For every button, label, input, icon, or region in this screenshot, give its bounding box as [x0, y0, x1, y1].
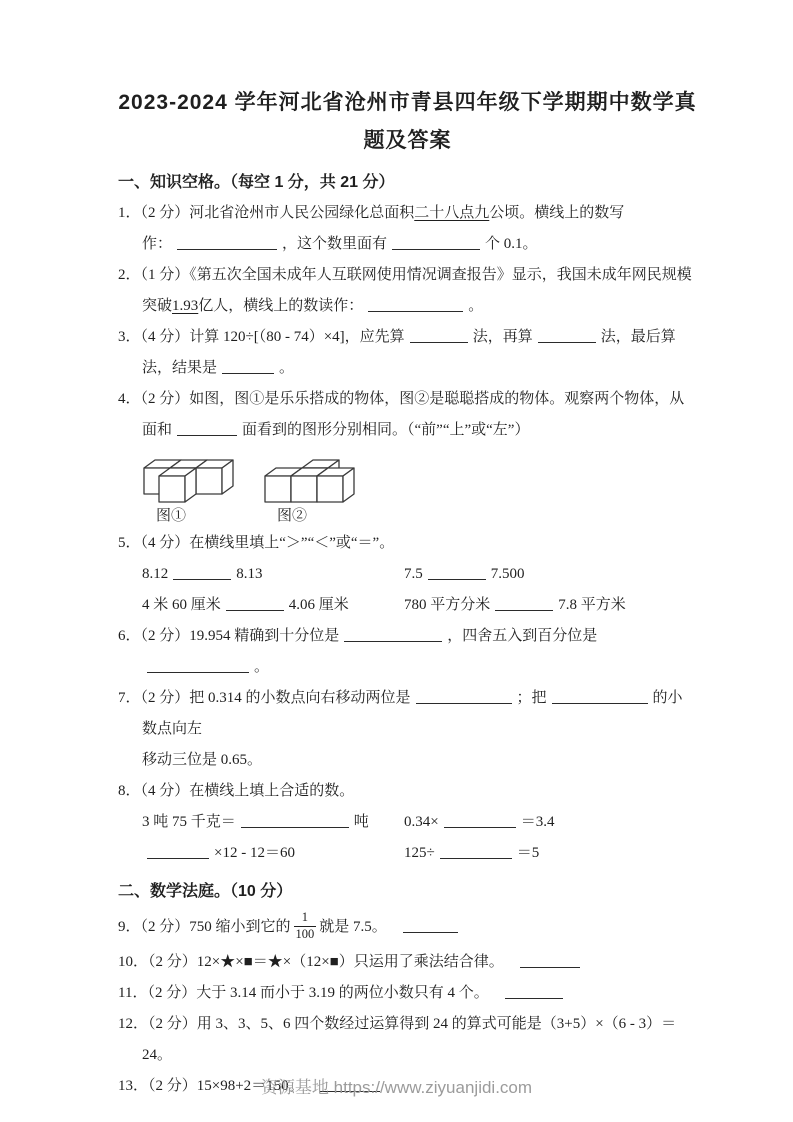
- question-9: [118, 907, 697, 947]
- question-8-heading: [118, 776, 697, 807]
- question-3: [118, 322, 697, 384]
- question-text: 10．（2 分）12×★×■＝★×（12×■）只运用了乘法结合律。: [118, 954, 504, 970]
- answer-blank: [177, 237, 277, 250]
- question-12: [118, 1009, 697, 1071]
- fill-item: [404, 838, 697, 869]
- answer-blank: [505, 986, 563, 999]
- cube-figure-2: [263, 450, 358, 526]
- answer-blank: [173, 567, 231, 580]
- answer-blank: [444, 815, 516, 828]
- question-2: [118, 260, 697, 322]
- compare-left: 780 平方分米: [404, 597, 491, 613]
- question-text: 4．（2 分）如图，图①是乐乐搭成的物体，图②是聪聪搭成的物体。观察两个物体，从: [118, 391, 685, 407]
- answer-blank: [416, 691, 512, 704]
- question-text: 法，最后算: [600, 329, 676, 345]
- cube-diagram-1-icon: [142, 450, 237, 506]
- figure-1-label: 图①: [156, 508, 187, 524]
- question-4: [118, 384, 697, 446]
- question-text: 8．（4 分）在横线上填上合适的数。: [118, 783, 355, 799]
- compare-item: [404, 590, 697, 621]
- question-text: 。: [279, 360, 295, 376]
- answer-blank: [392, 237, 480, 250]
- question-text: 法，再算: [472, 329, 533, 345]
- question-text: 法，结果是: [142, 360, 218, 376]
- underlined-value: 1.93: [172, 298, 199, 314]
- answer-blank: [147, 660, 249, 673]
- compare-left: 4 米 60 厘米: [142, 597, 221, 613]
- question-text: 面看到的图形分别相同。（“前”“上”或“左”）: [242, 422, 530, 438]
- answer-blank: [241, 815, 349, 828]
- section-2-heading: 二、数学法庭。（10 分）: [118, 883, 293, 900]
- question-text: 亿人，横线上的数读作：: [198, 298, 364, 314]
- question-text: 12．（2 分）用 3、3、5、6 四个数经过运算得到 24 的算式可能是（3+5）×（6 - 3）＝24。: [118, 1016, 677, 1063]
- fill-item: [142, 807, 404, 838]
- fill-right: ＝5: [516, 845, 540, 861]
- question-text: 移动三位是 0.65。: [142, 752, 263, 768]
- answer-blank: [147, 846, 209, 859]
- question-8-row-2: [118, 838, 697, 869]
- question-text: 3．（4 分）计算 120÷[（80 - 74）×4]，应先算: [118, 329, 405, 345]
- question-text: ；把: [516, 690, 547, 706]
- question-7: [118, 683, 697, 776]
- question-text: 面和: [142, 422, 173, 438]
- compare-left: 8.12: [142, 566, 169, 582]
- question-5-heading: [118, 528, 697, 559]
- document-title: [118, 84, 697, 160]
- question-11: [118, 978, 697, 1009]
- fraction-numerator: 1: [294, 910, 317, 927]
- question-text: 。: [254, 659, 270, 675]
- question-text: 公顷。横线上的数写: [489, 205, 625, 221]
- cube-diagram-2-icon: [263, 450, 358, 506]
- question-text: 2．（1 分）《第五次全国未成年人互联网使用情况调查报告》显示，我国未成年网民规模: [118, 267, 692, 283]
- question-text: 5．（4 分）在横线里填上“＞”“＜”或“＝”。: [118, 535, 395, 551]
- question-5-row-1: [118, 559, 697, 590]
- document-title-line1: 2023-2024 学年河北省沧州市青县四年级下学期期中数学真: [118, 91, 697, 114]
- fill-item: [142, 838, 404, 869]
- answer-blank: [368, 299, 463, 312]
- question-6: [118, 621, 697, 683]
- answer-blank: [538, 330, 596, 343]
- fill-left: 3 吨 75 千克＝: [142, 814, 236, 830]
- question-1: [118, 198, 697, 260]
- answer-blank: [520, 955, 580, 968]
- answer-blank: [226, 598, 284, 611]
- question-text: 个 0.1。: [485, 236, 538, 252]
- answer-blank: [440, 846, 512, 859]
- fraction: [294, 910, 317, 942]
- compare-left: 7.5: [404, 566, 423, 582]
- underlined-value: 二十八点九: [414, 205, 490, 221]
- fill-right: ×12 - 12＝60: [214, 845, 295, 861]
- fill-right: ＝3.4: [520, 814, 555, 830]
- answer-blank: [344, 629, 442, 642]
- fill-left: 0.34×: [404, 814, 439, 830]
- answer-blank: [428, 567, 486, 580]
- document-title-line2: 题及答案: [363, 129, 452, 152]
- compare-item: [142, 590, 404, 621]
- watermark-text: 资源基地 https://www.ziyuanjidi.com: [260, 1078, 533, 1097]
- question-text: 。: [468, 298, 484, 314]
- question-text: 6．（2 分）19.954 精确到十分位是: [118, 628, 340, 644]
- answer-blank: [495, 598, 553, 611]
- answer-blank: [177, 423, 237, 436]
- question-text: 作：: [142, 236, 173, 252]
- question-text: 11．（2 分）大于 3.14 而小于 3.19 的两位小数只有 4 个。: [118, 985, 489, 1001]
- compare-right: 7.500: [490, 566, 525, 582]
- cube-figure-1: [142, 450, 237, 526]
- question-text: 的小数点向左: [142, 690, 683, 737]
- answer-blank: [222, 361, 274, 374]
- figure-2-label: 图②: [277, 508, 308, 524]
- fill-right: 吨: [353, 814, 369, 830]
- answer-blank: [410, 330, 468, 343]
- question-10: [118, 947, 697, 978]
- compare-right: 7.8 平方米: [558, 597, 626, 613]
- fill-item: [404, 807, 697, 838]
- watermark-footer: [0, 1073, 793, 1098]
- question-text: 突破: [142, 298, 173, 314]
- compare-right: 4.06 厘米: [288, 597, 349, 613]
- fill-left: 125÷: [404, 845, 435, 861]
- question-text: 就是 7.5。: [319, 919, 387, 935]
- question-text: 9．（2 分）750 缩小到它的: [118, 919, 291, 935]
- section-1-heading: 一、知识空格。（每空 1 分，共 21 分）: [118, 174, 395, 191]
- question-text: 13．（2 分）15×98+2＝150。: [118, 1078, 304, 1094]
- question-text: 7．（2 分）把 0.314 的小数点向右移动两位是: [118, 690, 411, 706]
- question-text: ，这个数里面有: [282, 236, 388, 252]
- cube-figures: [118, 450, 697, 526]
- question-8-row-1: [118, 807, 697, 838]
- question-text: ，四舍五入到百分位是: [447, 628, 598, 644]
- compare-item: [404, 559, 697, 590]
- question-text: 1．（2 分）河北省沧州市人民公园绿化总面积: [118, 205, 415, 221]
- answer-blank: [552, 691, 648, 704]
- compare-item: [142, 559, 404, 590]
- question-5-row-2: [118, 590, 697, 621]
- fraction-denominator: 100: [295, 926, 315, 941]
- answer-blank: [403, 920, 458, 933]
- compare-right: 8.13: [236, 566, 263, 582]
